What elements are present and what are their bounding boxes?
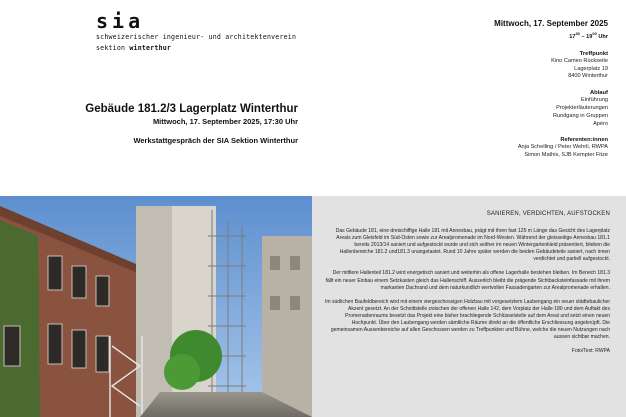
panel-paragraph: Das Gebäude 181, eine dreischiffige Halle 181 mit Annexbau, prägt mit ihren fast 125 m Länge das Gesicht des Lagerplatz Areals zum Gleisfeld im Süd-Osten sowie zur Arealpromenade im Nord-Westen. Während der gleisseitige Annexbau 181.1 bereits 2013/14 saniert und aufgestockt wurde und sich seither im neuen Wintergartenkleid präsentiert, blieben die Hallenbereiche 181.2 und181.3 unangetastet. Rund 10 Jahre später werden die beiden Gebäudeteile saniert, nach innen verdichtet und partiell aufgestockt. <box>335 228 610 263</box>
right-building <box>262 236 312 417</box>
meeting-point <box>494 50 608 81</box>
window <box>4 326 20 366</box>
window <box>96 336 109 372</box>
window <box>290 256 300 270</box>
logo-section-prefix: sektion <box>96 44 126 52</box>
schedule <box>494 89 608 128</box>
panel-paragraph: Der mittlere Hallenteil 181.2 wird energetisch saniert und weiterhin als offene Lagerhalle bestehen bleiben. Im Bereich 181.3 fällt ein neuer Einbau einem Setzkasten gleich das Hallenschiff. Ausserlich bleibt die prägende Sichtbacksteinfassade mit ihrem markanten Dachrand und dem naturkundlich wertvollen Fassadengarten zur Arealpromenade erhalten. <box>325 270 610 291</box>
event-info <box>494 18 608 160</box>
speakers-heading: Referenten:innen <box>560 137 608 144</box>
meeting-point-heading: Treffpunkt <box>579 50 608 57</box>
window <box>48 256 62 290</box>
window <box>96 276 109 306</box>
window <box>48 324 62 364</box>
window <box>72 266 86 298</box>
info-time: $17^{30} - 19^{00}$ Uhr <box>569 31 608 40</box>
window <box>72 330 86 368</box>
schedule-item: Projekterläuterungen <box>556 105 608 112</box>
building-photo-illustration <box>0 196 312 417</box>
tree <box>164 354 200 390</box>
schedule-heading: Ablauf <box>589 90 608 97</box>
logo-mark: sia <box>96 9 145 33</box>
panel-paragraph: Im südlichen Baufeldbereich wird mit einem viergeschossigen Holzbau mit vorgesetztem Laubengang ein neuer städtebaulicher Akzent gesetzt. An der Schnittstelle zwischen der offenen Halle 142, dem Vorplatz der Halle 180 und dem Auftakt des Promenadenraums besetzt das Projekt eine bisher brachliegende Schlüsselstelle auf dem Areal und setzt einen neuen Hochpunkt. Über den Laubengang werden sämtliche Räume direkt an die öffentliche Erschliessung angeknüpft. Die gemeinsamen Aussenbereiche auf allen Geschossen werden zu Treffpunkten und Bühne, welche die neuen Nutzungen nach aussen sichtbar machen. <box>324 298 610 341</box>
window <box>290 296 300 310</box>
window <box>270 296 280 310</box>
sia-logo <box>96 10 296 54</box>
speaker-line: Anja Schelling / Peter Wehrli, RWPA <box>517 144 608 151</box>
meeting-point-line: Lagerplatz 19 <box>574 65 608 72</box>
event-title-block <box>85 102 298 127</box>
photo-credit: Foto/Text: RWPA <box>571 348 610 355</box>
schedule-item: Rundgang in Gruppen <box>552 112 608 119</box>
logo-section <box>96 43 296 54</box>
panel-heading: SANIEREN, VERDICHTEN, AUFSTOCKEN <box>486 211 610 217</box>
building-photo <box>0 196 312 417</box>
schedule-item: Apéro <box>593 120 608 127</box>
speaker-line: Simon Mathis, SJB Kempter Fitze <box>524 152 608 159</box>
meeting-point-line: Kino Cameo Rückseite <box>551 57 608 64</box>
meeting-point-line: 8400 Winterthur <box>568 73 608 80</box>
speakers <box>494 136 608 160</box>
info-date: Mittwoch, 17. September 2025 <box>494 19 608 28</box>
schedule-item: Einführung <box>580 97 608 104</box>
logo-section-name: winterthur <box>129 44 172 52</box>
logo-association-name: schweizerischer ingenieur- und architektenverein <box>96 33 297 41</box>
event-subtitle: Werkstattgespräch der SIA Sektion Winterthur <box>133 136 298 145</box>
event-date-time: Mittwoch, 17. September 2025, 17:30 Uhr <box>152 117 298 126</box>
facade-garden <box>0 220 40 417</box>
description-panel <box>312 196 626 417</box>
event-title: Gebäude 181.2/3 Lagerplatz Winterthur <box>85 103 298 115</box>
window <box>270 256 280 270</box>
